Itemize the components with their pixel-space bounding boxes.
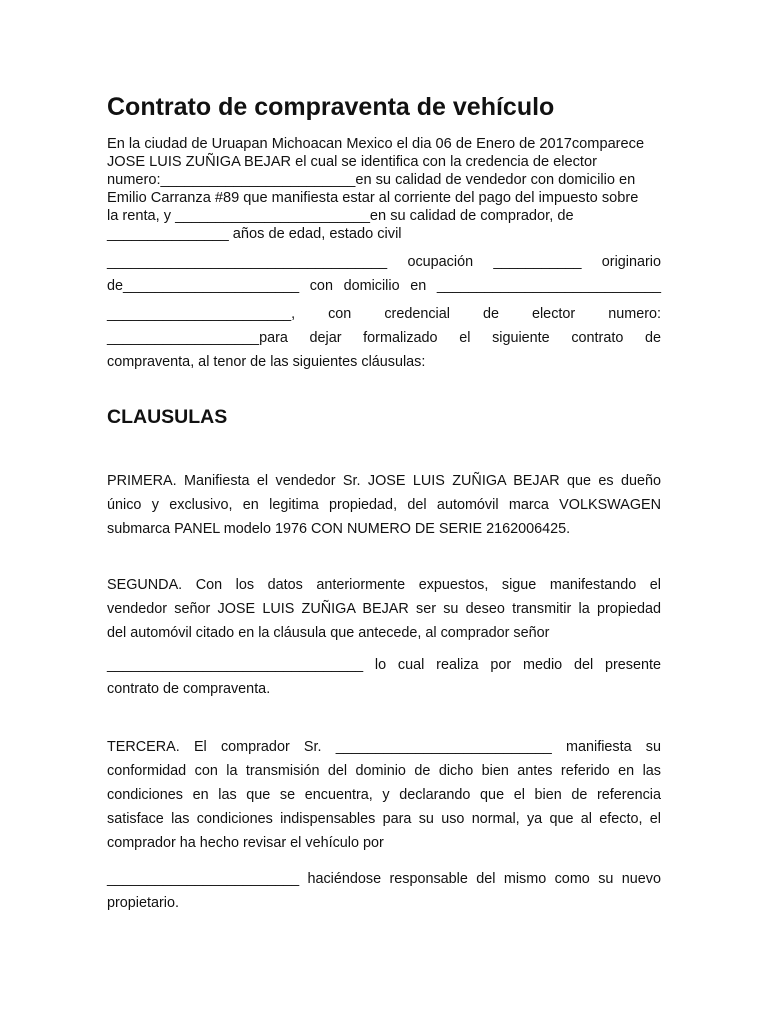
- clause-segunda: [107, 573, 661, 645]
- clause-line: comprador ha hecho revisar el vehículo por: [107, 835, 384, 851]
- clause-line: TERCERA. El comprador Sr. ___________________________ manifiesta su: [107, 739, 661, 755]
- clause-line: contrato de compraventa.: [107, 681, 271, 697]
- clause-line: satisface las condiciones indispensables para su uso normal, ya que al efecto, el: [107, 811, 661, 827]
- paragraph-line: compraventa, al tenor de las siguientes cláusulas:: [107, 354, 426, 370]
- intro-line: En la ciudad de Uruapan Michoacan Mexico el dia 06 de Enero de 2017comparece: [107, 136, 645, 152]
- paragraph-line: ___________________________________ ocupación ___________ originario: [107, 254, 661, 270]
- clause-line: ________________________________ lo cual realiza por medio del presente: [107, 657, 661, 673]
- buyer-details-paragraph: [107, 250, 661, 298]
- clausulas-heading: CLAUSULAS: [107, 406, 228, 428]
- intro-line: Emilio Carranza #89 que manifiesta estar al corriente del pago del impuesto sobre: [107, 190, 639, 206]
- clause-line: SEGUNDA. Con los datos anteriormente expuestos, sigue manifestando el: [107, 577, 661, 593]
- intro-line: _______________ años de edad, estado civil: [107, 226, 402, 242]
- clause-line: propietario.: [107, 895, 179, 911]
- buyer-credential-paragraph: [107, 302, 661, 374]
- clause-line: conformidad con la transmisión del dominio de dicho bien antes referido en las: [107, 763, 661, 779]
- intro-line: JOSE LUIS ZUÑIGA BEJAR el cual se identifica con la credencia de elector: [107, 154, 597, 170]
- clause-line: vendedor señor JOSE LUIS ZUÑIGA BEJAR ser su deseo transmitir la propiedad: [107, 601, 661, 617]
- clause-primera: [107, 469, 661, 541]
- clause-line: PRIMERA. Manifiesta el vendedor Sr. JOSE LUIS ZUÑIGA BEJAR que es dueño: [107, 473, 661, 489]
- clause-line: único y exclusivo, en legitima propiedad, del automóvil marca VOLKSWAGEN: [107, 497, 661, 513]
- intro-line: numero:________________________en su calidad de vendedor con domicilio en: [107, 172, 636, 188]
- document-title: Contrato de compraventa de vehículo: [107, 93, 555, 121]
- intro-line: la renta, y ________________________en su calidad de comprador, de: [107, 208, 574, 224]
- clause-line: ________________________ haciéndose responsable del mismo como su nuevo: [107, 871, 661, 887]
- paragraph-line: ___________________para dejar formalizado el siguiente contrato de: [107, 330, 661, 346]
- clause-line: condiciones en las que se encuentra, y declarando que el bien de referencia: [107, 787, 661, 803]
- intro-paragraph: [107, 135, 667, 243]
- clause-line: del automóvil citado en la cláusula que antecede, al comprador señor: [107, 625, 550, 641]
- clause-line: submarca PANEL modelo 1976 CON NUMERO DE SERIE 2162006425.: [107, 521, 571, 537]
- clause-segunda-continued: [107, 653, 661, 701]
- paragraph-line: _______________________, con credencial de elector numero:: [107, 306, 661, 322]
- clause-tercera: [107, 735, 661, 855]
- clause-tercera-continued: [107, 867, 661, 915]
- paragraph-line: de______________________ con domicilio en ____________________________: [107, 278, 661, 294]
